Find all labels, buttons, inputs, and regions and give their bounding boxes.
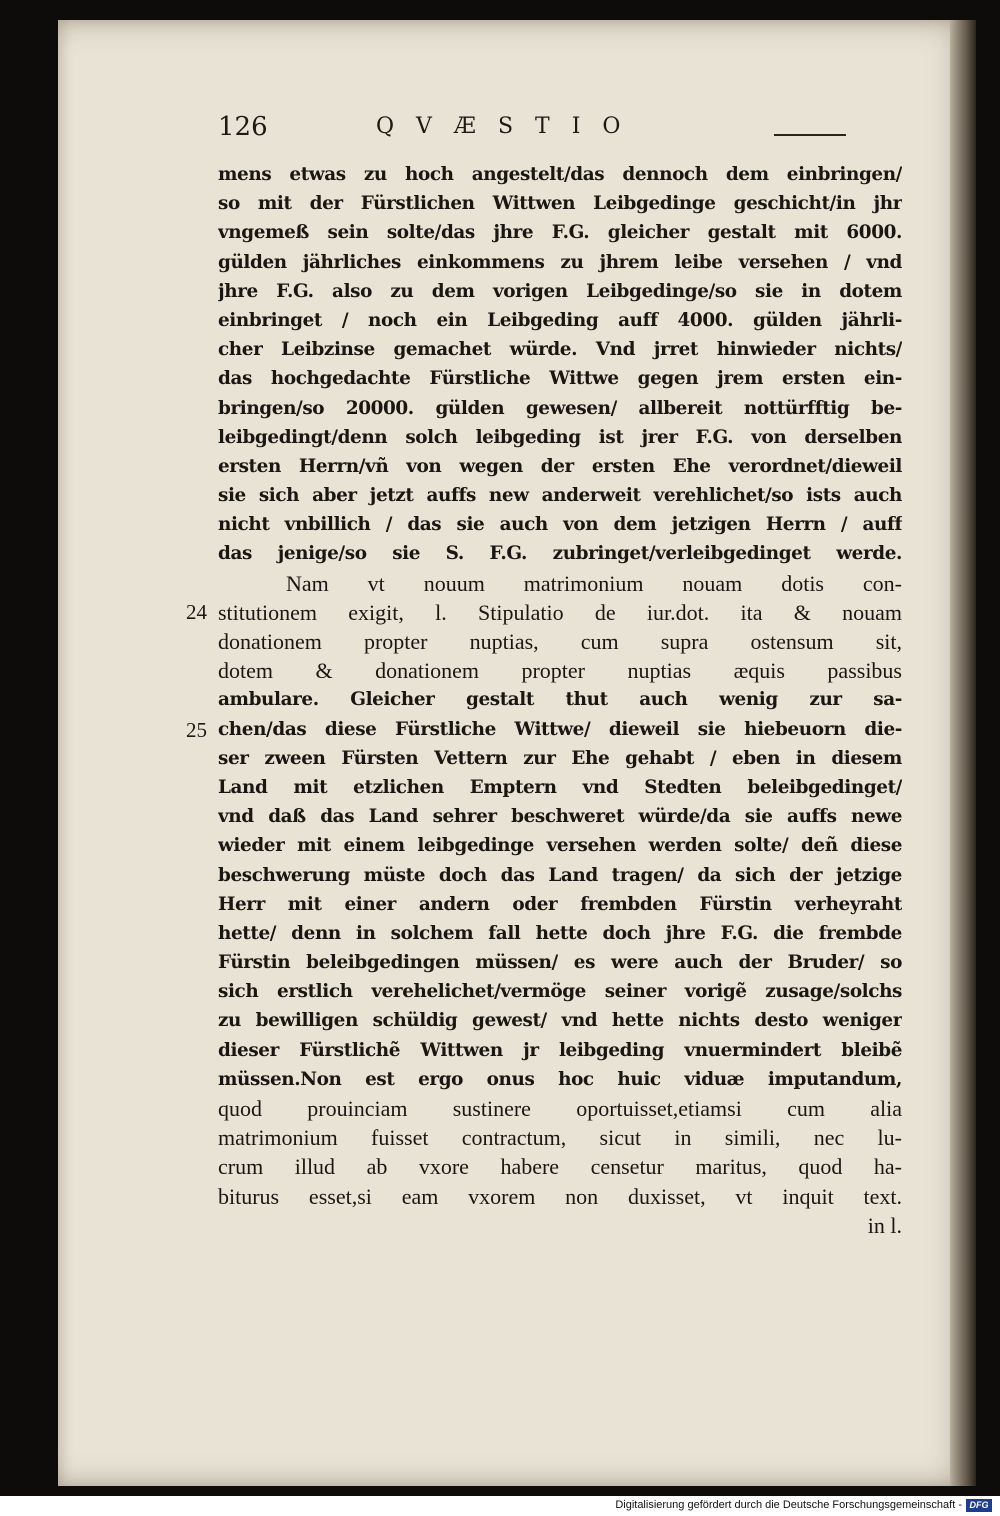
text-line: ser zween Fürsten Vettern zur Ehe gehabt / eben in diesem	[218, 747, 902, 769]
text-line: das jenige/so sie S. F.G. zubringet/verleibgedinget werde.	[218, 543, 902, 565]
footer-bar	[0, 1496, 1000, 1516]
text-line: leibgedingt/denn solch leibgeding ist jrer F.G. von derselben	[218, 426, 902, 448]
catchword: in l.	[867, 1212, 902, 1238]
text-line: nicht vnbillich / das sie auch von dem jetzigen Herrn / auff	[218, 514, 902, 536]
text-line: biturus esset,si eam vxorem non duxisset, vt inquit text.	[218, 1183, 902, 1209]
text-line: sich erstlich verehelichet/vermöge seiner vorigẽ zusage/solchs	[218, 981, 902, 1003]
funding-credit: Digitalisierung gefördert durch die Deutsche Forschungsgemeinschaft -	[615, 1499, 962, 1511]
text-line: zu bewilligen schüldig gewest/ vnd hette nichts desto weniger	[218, 1010, 902, 1032]
text-line: einbringet / noch ein Leibgeding auff 4000. gülden jährli-	[218, 309, 902, 331]
text-line: vngemeß sein solte/das jhre F.G. gleicher gestalt mit 6000.	[218, 222, 902, 244]
text-line: gülden jährliches einkommens zu jhrem leibe versehen / vnd	[218, 251, 902, 273]
text-line: so mit der Fürstlichen Wittwen Leibgedinge geschicht/in jhr	[218, 193, 902, 215]
dfg-logo: DFG	[966, 1499, 992, 1512]
text-line: vnd daß das Land sehrer beschweret würde/da sie auffs newe	[218, 806, 902, 828]
body-text	[218, 160, 902, 1240]
text-line: das hochgedachte Fürstliche Wittwe gegen jrem ersten ein-	[218, 368, 902, 390]
text-line: beschwerung müste doch das Land tragen/ da sich der jetzige	[218, 864, 902, 886]
text-line: Land mit etzlichen Emptern vnd Stedten beleibgedinget/	[218, 776, 902, 798]
text-line: stitutionem exigit, l. Stipulatio de iur.dot. ita & nouam	[218, 599, 902, 625]
running-title: QVÆSTIO	[376, 114, 643, 139]
header-rule	[774, 134, 846, 136]
text-line: crum illud ab vxore habere censetur maritus, quod ha-	[218, 1154, 902, 1180]
page-header	[218, 112, 898, 152]
text-line: mens etwas zu hoch angestelt/das dennoch dem einbringen/	[218, 164, 902, 185]
text-line: dotem & donationem propter nuptias æquis passibus	[218, 658, 902, 684]
text-line: Nam vt nouum matrimonium nouam dotis con-	[286, 570, 902, 596]
text-line: wieder mit einem leibgedinge versehen werden solte/ deñ diese	[218, 835, 902, 857]
margin-number-24: 24	[186, 600, 207, 624]
page-number: 126	[218, 112, 268, 142]
text-line: Herr mit einer andern oder frembden Fürstin verheyraht	[218, 893, 902, 915]
text-line: quod prouinciam sustinere oportuisset,etiamsi cum alia	[218, 1096, 902, 1121]
text-line: matrimonium fuisset contractum, sicut in simili, nec lu-	[218, 1125, 902, 1151]
text-line: ersten Herrn/vñ von wegen der ersten Ehe verordnet/dieweil	[218, 455, 902, 477]
text-line: jhre F.G. also zu dem vorigen Leibgedinge/so sie in dotem	[218, 280, 902, 302]
text-line: müssen.Non est ergo onus hoc huic viduæ imputandum,	[218, 1068, 902, 1090]
text-line: hette/ denn in solchem fall hette doch jhre F.G. die frembde	[218, 922, 902, 944]
text-line: bringen/so 20000. gülden gewesen/ allbereit nottürfftig be-	[218, 397, 902, 419]
text-line: cher Leibzinse gemachet würde. Vnd jrret hinwieder nichts/	[218, 339, 902, 361]
text-line: Fürstin beleibgedingen müssen/ es were auch der Bruder/ so	[218, 952, 902, 974]
margin-number-25: 25	[186, 718, 207, 742]
text-line: ambulare. Gleicher gestalt thut auch wenig zur sa-	[218, 689, 902, 711]
text-line: chen/das diese Fürstliche Wittwe/ dieweil sie hiebeuorn die-	[218, 718, 902, 740]
text-line: dieser Fürstlichẽ Wittwen jr leibgeding vnuermindert bleibẽ	[218, 1039, 902, 1061]
page-gutter	[950, 20, 976, 1486]
text-line: sie sich aber jetzt auffs new anderweit verehlichet/so ists auch	[218, 485, 902, 507]
text-line: donationem propter nuptias, cum supra ostensum sit,	[218, 629, 902, 654]
